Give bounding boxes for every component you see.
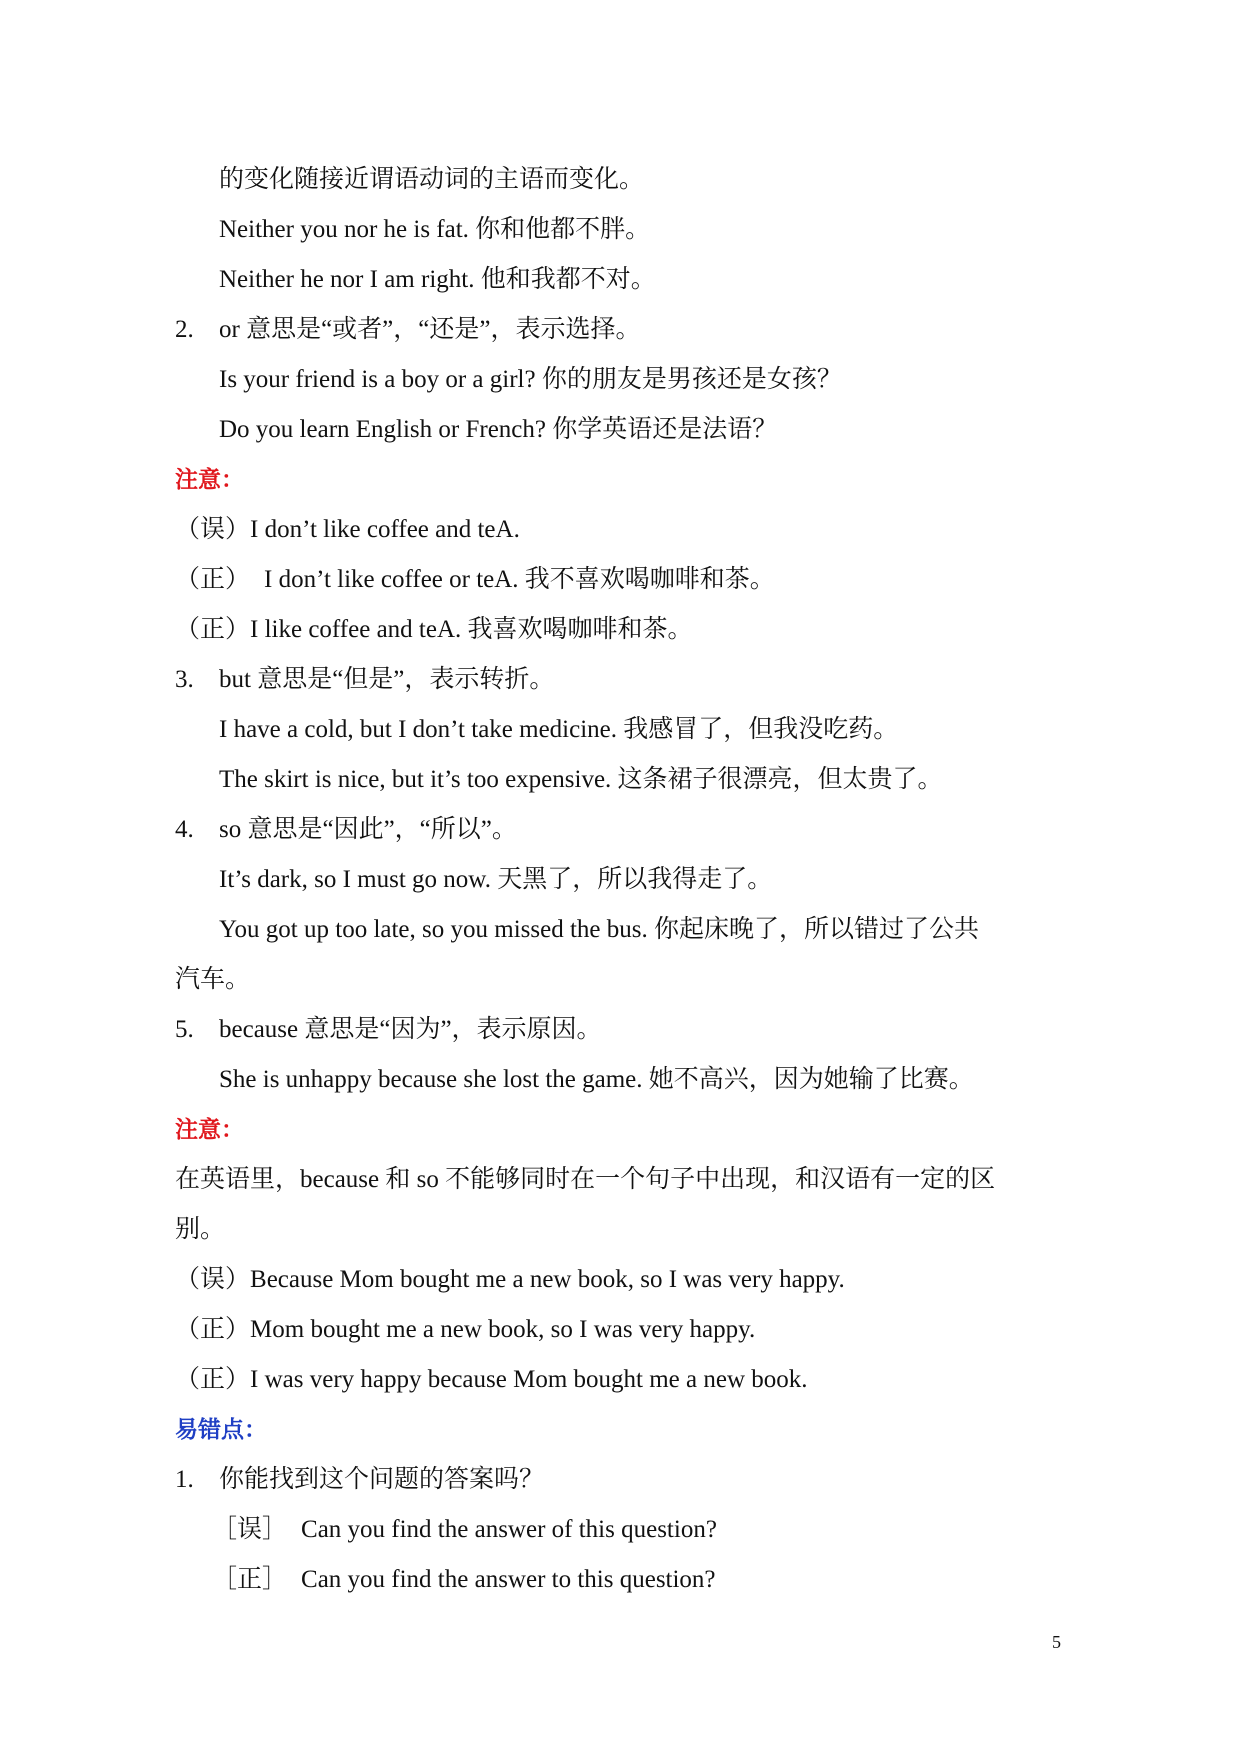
example-sentence [219, 410, 777, 450]
example-sentence [219, 210, 650, 250]
wrong-example [212, 1510, 717, 1550]
text-line [175, 1160, 995, 1200]
correct-example [212, 1560, 716, 1600]
list-item [175, 310, 640, 350]
line-text: I like coffee and teA. 我喜欢喝咖啡和茶。 [250, 616, 693, 643]
list-item [175, 810, 517, 850]
text-line [175, 1210, 225, 1250]
list-number: 4. [175, 816, 194, 843]
line-text: I was very happy because Mom bought me a new book. [250, 1366, 808, 1393]
line-text: 注意： [175, 467, 244, 493]
line-text: I don’t like coffee or teA. 我不喜欢喝咖啡和茶。 [264, 566, 775, 593]
common-errors-heading [175, 1410, 267, 1450]
wrong-marker: （误） [175, 1266, 251, 1293]
line-text: but 意思是“但是”，表示转折。 [219, 666, 555, 693]
list-item [175, 1010, 602, 1050]
line-text: Can you find the answer of this question? [301, 1516, 717, 1543]
line-text: The skirt is nice, but it’s too expensive. 这条裙子很漂亮，但太贵了。 [219, 766, 943, 793]
line-text: 别。 [175, 1216, 226, 1243]
line-text: or 意思是“或者”，“还是”，表示选择。 [219, 316, 641, 343]
example-sentence [219, 1060, 974, 1100]
line-text: Do you learn English or French? 你学英语还是法语？ [219, 416, 778, 443]
correct-marker: （正） [175, 1366, 251, 1393]
list-number: 1. [175, 1466, 194, 1493]
example-sentence [219, 710, 898, 750]
text-line [175, 960, 250, 1000]
line-text: I have a cold, but I don’t take medicine. 我感冒了，但我没吃药。 [219, 716, 899, 743]
line-text: 的变化随接近谓语动词的主语而变化。 [219, 166, 645, 193]
correct-example [175, 1360, 808, 1400]
line-text: Neither you nor he is fat. 你和他都不胖。 [219, 216, 651, 243]
example-sentence [219, 360, 842, 400]
correct-marker: （正） [175, 566, 251, 593]
page-number: 5 [1052, 1632, 1061, 1652]
line-text: Neither he nor I am right. 他和我都不对。 [219, 266, 656, 293]
line-text: so 意思是“因此”，“所以”。 [219, 816, 517, 843]
line-text: 易错点： [175, 1417, 267, 1443]
correct-example [175, 1310, 755, 1350]
correct-example [175, 560, 775, 600]
note-heading [175, 1110, 244, 1150]
line-text: 在英语里，because 和 so 不能够同时在一个句子中出现，和汉语有一定的区 [175, 1166, 996, 1193]
list-number: 5. [175, 1016, 194, 1043]
correct-example [175, 610, 693, 650]
example-sentence [219, 910, 979, 950]
correct-marker: （正） [175, 616, 251, 643]
line-text: 你能找到这个问题的答案吗？ [219, 1466, 545, 1493]
line-text: She is unhappy because she lost the game. 她不高兴，因为她输了比赛。 [219, 1066, 974, 1093]
example-sentence [219, 860, 772, 900]
line-text: 注意： [175, 1117, 244, 1143]
list-item [175, 1460, 544, 1500]
text-line [219, 160, 644, 200]
line-text: It’s dark, so I must go now. 天黑了，所以我得走了。 [219, 866, 773, 893]
line-text: I don’t like coffee and teA. [250, 516, 520, 543]
line-text: Because Mom bought me a new book, so I was very happy. [250, 1266, 845, 1293]
correct-marker: （正） [175, 1316, 251, 1343]
example-sentence [219, 760, 943, 800]
line-text: 汽车。 [175, 966, 251, 993]
wrong-example [175, 510, 520, 550]
line-text: Mom bought me a new book, so I was very happy. [250, 1316, 756, 1343]
correct-marker: ［正］ [212, 1566, 288, 1593]
line-text: You got up too late, so you missed the bus. 你起床晚了，所以错过了公共 [219, 916, 979, 943]
wrong-example [175, 1260, 845, 1300]
wrong-marker: ［误］ [212, 1516, 288, 1543]
list-number: 3. [175, 666, 194, 693]
example-sentence [219, 260, 656, 300]
line-text: Can you find the answer to this question? [301, 1566, 716, 1593]
wrong-marker: （误） [175, 516, 251, 543]
list-item [175, 660, 554, 700]
list-number: 2. [175, 316, 194, 343]
line-text: because 意思是“因为”，表示原因。 [219, 1016, 602, 1043]
note-heading [175, 460, 244, 500]
line-text: Is your friend is a boy or a girl? 你的朋友是男孩还是女孩？ [219, 366, 842, 393]
